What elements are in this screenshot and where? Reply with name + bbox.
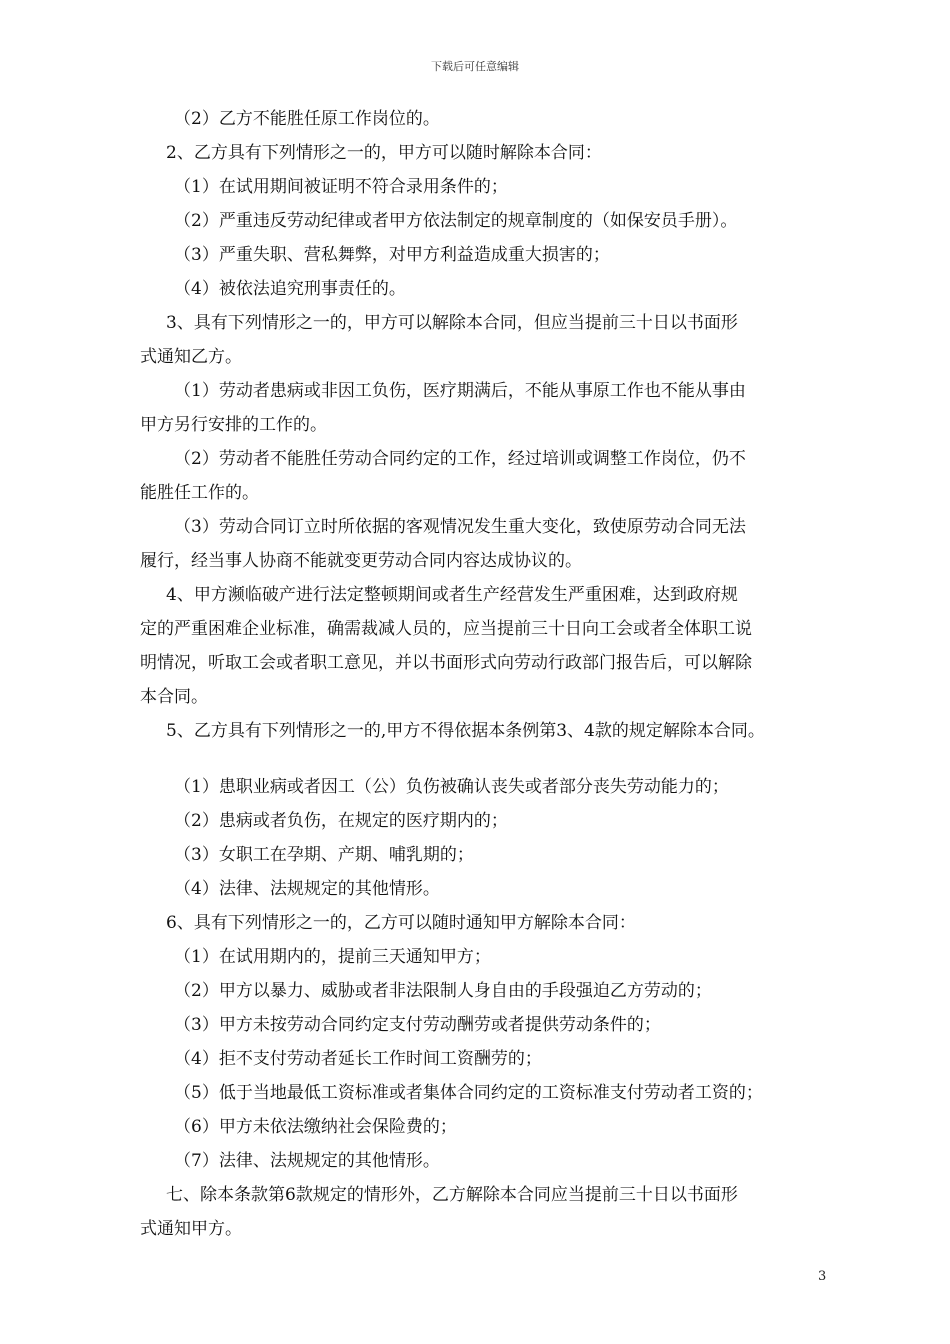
text-line: （3）女职工在孕期、产期、哺乳期的；: [174, 845, 474, 865]
text-line: （4）拒不支付劳动者延长工作时间工资酬劳的；: [174, 1049, 542, 1069]
text-line: 式通知甲方。: [140, 1219, 242, 1239]
text-line: 4、甲方濒临破产进行法定整顿期间或者生产经营发生严重困难，达到政府规: [166, 585, 738, 605]
text-line: （2）患病或者负伤，在规定的医疗期内的；: [174, 811, 508, 831]
text-line: （2）严重违反劳动纪律或者甲方依法制定的规章制度的（如保安员手册）。: [174, 211, 738, 231]
page-number: 3: [818, 1269, 827, 1284]
page-header: 下载后可任意编辑: [431, 60, 519, 73]
text-line: 履行，经当事人协商不能就变更劳动合同内容达成协议的。: [140, 551, 582, 571]
paragraph-gap: [140, 748, 845, 770]
text-line: （4）法律、法规规定的其他情形。: [174, 879, 440, 899]
text-line: 5、乙方具有下列情形之一的,甲方不得依据本条例第3、4款的规定解除本合同。: [166, 721, 765, 741]
text-line: （1）在试用期间被证明不符合录用条件的；: [174, 177, 508, 197]
text-line: 甲方另行安排的工作的。: [140, 415, 327, 435]
text-line: 3、具有下列情形之一的，甲方可以解除本合同，但应当提前三十日以书面形: [166, 313, 738, 333]
text-line: （2）乙方不能胜任原工作岗位的。: [174, 109, 440, 129]
text-line: 式通知乙方。: [140, 347, 242, 367]
text-line: 七、除本条款第6款规定的情形外，乙方解除本合同应当提前三十日以书面形: [166, 1185, 738, 1205]
text-line: （5）低于当地最低工资标准或者集体合同约定的工资标准支付劳动者工资的；: [174, 1083, 763, 1103]
text-line: （7）法律、法规规定的其他情形。: [174, 1151, 440, 1171]
text-line: 能胜任工作的。: [140, 483, 259, 503]
text-line: 明情况，听取工会或者职工意见，并以书面形式向劳动行政部门报告后，可以解除: [140, 653, 752, 673]
text-line: （1）患职业病或者因工（公）负伤被确认丧失或者部分丧失劳动能力的；: [174, 777, 729, 797]
text-line: 定的严重困难企业标准，确需裁减人员的，应当提前三十日向工会或者全体职工说: [140, 619, 752, 639]
text-line: 2、乙方具有下列情形之一的，甲方可以随时解除本合同：: [166, 143, 602, 163]
text-line: （3）严重失职、营私舞弊，对甲方利益造成重大损害的；: [174, 245, 610, 265]
text-line: （1）在试用期内的，提前三天通知甲方；: [174, 947, 491, 967]
text-line: （2）劳动者不能胜任劳动合同约定的工作，经过培训或调整工作岗位，仍不: [174, 449, 746, 469]
document-body: [140, 102, 845, 1246]
text-line: 6、具有下列情形之一的，乙方可以随时通知甲方解除本合同：: [166, 913, 636, 933]
text-line: （3）甲方未按劳动合同约定支付劳动酬劳或者提供劳动条件的；: [174, 1015, 661, 1035]
text-line: （1）劳动者患病或非因工负伤，医疗期满后，不能从事原工作也不能从事由: [174, 381, 746, 401]
text-line: （2）甲方以暴力、威胁或者非法限制人身自由的手段强迫乙方劳动的；: [174, 981, 712, 1001]
text-line: 本合同。: [140, 687, 208, 707]
text-line: （3）劳动合同订立时所依据的客观情况发生重大变化，致使原劳动合同无法: [174, 517, 746, 537]
text-line: （4）被依法追究刑事责任的。: [174, 279, 406, 299]
text-line: （6）甲方未依法缴纳社会保险费的；: [174, 1117, 457, 1137]
